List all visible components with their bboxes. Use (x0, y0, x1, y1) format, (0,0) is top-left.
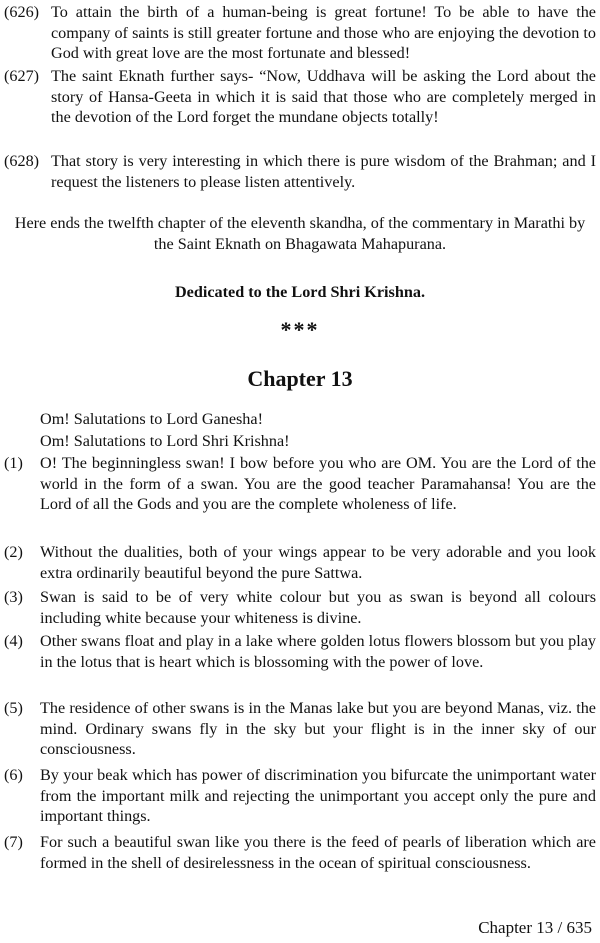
verse-628 (4, 151, 596, 192)
invocation-line: Om! Salutations to Lord Shri Krishna! (40, 432, 290, 450)
verse-number: (4) (4, 632, 23, 650)
verse-2 (4, 542, 596, 583)
verse-626 (4, 2, 596, 64)
verse-3 (4, 587, 596, 628)
verse-text: Swan is said to be of very white colour but you as swan is beyond all colours including white because your whiteness is divine. (40, 588, 596, 627)
verse-number: (628) (4, 152, 40, 170)
verse-number: (2) (4, 543, 23, 561)
verse-5 (4, 698, 596, 760)
verse-text: For such a beautiful swan like you there is the feed of pearls of liberation which are formed in the shell of desirelessness in the ocean of spiritual consciousness. (40, 833, 596, 872)
verse-text: To attain the birth of a human-being is great fortune! To be able to have the company of saints is still greater fortune and those who are enjoying the devotion to God with great love are the most fortunate and blessed! (51, 3, 596, 62)
verse-text: The saint Eknath further says- “Now, Uddhava will be asking the Lord about the story of Hansa-Geeta in which it is said that those who are completely merged in the devotion of the Lord forget the mundane objects totally! (51, 67, 596, 126)
section-separator: *** (280, 317, 320, 342)
verse-text: Without the dualities, both of your wings appear to be very adorable and you look extra ordinarily beautiful beyond the pure Sattwa. (40, 543, 596, 582)
verse-number: (627) (4, 67, 40, 85)
verse-1 (4, 453, 596, 515)
page-footer: Chapter 13 / 635 (478, 918, 592, 937)
chapter-title: Chapter 13 (247, 366, 353, 391)
verse-627 (4, 66, 596, 128)
dedication-line: Dedicated to the Lord Shri Krishna. (174, 283, 425, 301)
verse-text: By your beak which has power of discrimination you bifurcate the unimportant water from the important milk and rejecting the unimportant you accept only the pure and important things. (40, 766, 596, 825)
verse-number: (1) (4, 454, 23, 472)
verse-text: Other swans float and play in a lake where golden lotus flowers blossom but you play in the lotus that is heart which is blossoming with the power of love. (40, 632, 596, 671)
chapter-closing-note: Here ends the twelfth chapter of the eleventh skandha, of the commentary in Marathi by the Saint Eknath on Bhagawata Mahapurana. (14, 214, 586, 253)
verse-number: (7) (4, 833, 23, 851)
verse-6 (4, 765, 596, 827)
verse-number: (5) (4, 699, 23, 717)
verse-text: The residence of other swans is in the Manas lake but you are beyond Manas, viz. the mind. Ordinary swans fly in the sky but your flight is in the inner sky of our consciousness. (40, 699, 596, 758)
verse-number: (3) (4, 588, 23, 606)
invocation-line: Om! Salutations to Lord Ganesha! (40, 410, 263, 428)
verse-text: That story is very interesting in which there is pure wisdom of the Brahman; and I request the listeners to please listen attentively. (51, 152, 596, 191)
verse-4 (4, 631, 596, 672)
verse-text: O! The beginningless swan! I bow before you who are OM. You are the Lord of the world in the form of a swan. You are the good teacher Paramahansa! You are the Lord of all the Gods and you are the complete wholeness of life. (40, 454, 596, 513)
verse-7 (4, 832, 596, 873)
verse-number: (626) (4, 3, 40, 21)
verse-number: (6) (4, 766, 23, 784)
